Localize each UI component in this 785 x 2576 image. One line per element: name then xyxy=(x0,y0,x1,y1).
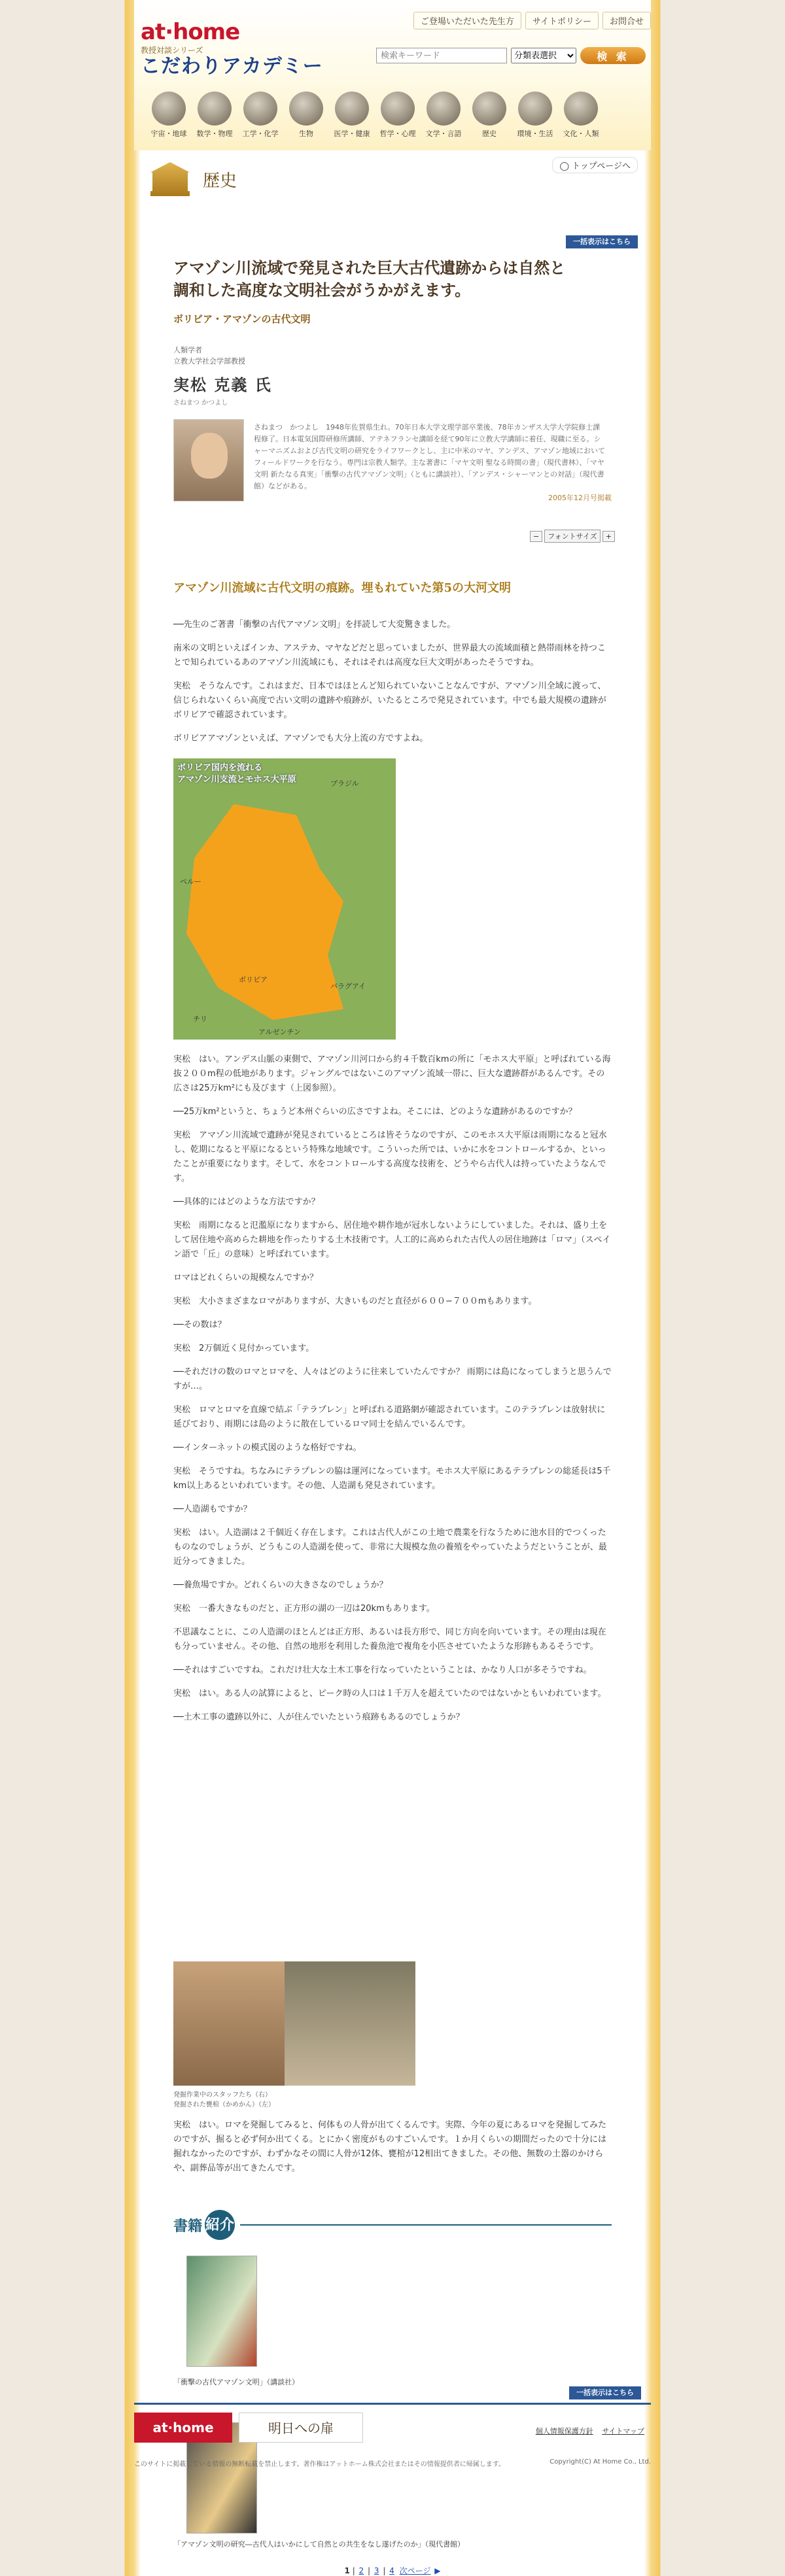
moxos-plain-region xyxy=(186,804,343,1020)
category-label: 哲学・心理 xyxy=(379,129,416,138)
map-label: アルゼンチン xyxy=(258,1028,302,1036)
search-input[interactable] xyxy=(376,48,507,63)
jar-coffin-photo xyxy=(173,1961,285,2086)
molecule-icon xyxy=(198,92,232,126)
search-bar xyxy=(376,47,646,64)
category-item[interactable] xyxy=(193,92,236,139)
category-label: 歴史 xyxy=(482,129,497,138)
paragraph: 実松 はい。人造湖は２千個近く存在します。これは古代人がこの土地で農業を行なうために池水目的でつくったものなのでしょうが、どうもこの人造湖を使って、非常に大規模な魚の養殖をやっていたようだということが、最近分ってきました。 xyxy=(173,1528,607,1567)
paragraph: 南米の文明といえばインカ、アステカ、マヤなどだと思っていましたが、世界最大の流域面積と熱帯雨林を持つことで知られているあのアマゾン川流域にも、それはそれは高度な巨大文明があったそうですね。 xyxy=(173,643,606,668)
category-label: 医学・健康 xyxy=(334,129,370,138)
author-photo xyxy=(173,419,244,501)
map-label: チリ xyxy=(193,1015,207,1023)
font-size-label: フォントサイズ xyxy=(544,530,601,543)
paragraph: 不思議なことに、この人造湖のほとんどは正方形、あるいは長方形で、同じ方向を向いています。その理由は現在も分っていません。その他、自然の地形を利用した養魚池で複角を小匹させていたような形跡もあるそうです。 xyxy=(173,1627,606,1652)
page-current: 1 xyxy=(344,2566,350,2575)
author-titles xyxy=(173,345,245,367)
paragraph: 実松 2万個近く見付かっています。 xyxy=(173,1344,315,1353)
logo-athome: at·home xyxy=(141,19,240,45)
paragraph: ──具体的にはどのような方法ですか？ xyxy=(173,1197,320,1207)
paragraph: 実松 はい。アンデス山脈の東側で、アマゾン川河口から約４千数百kmの所に「モホス大平原」と呼ばれている海抜２００m程の低地があります。ジャングルではないこのアマゾン流域一帯に、巨大な遺跡群があるんです。その広さは25万km²にも及びます（上図参照）。 xyxy=(173,1055,611,1093)
category-item[interactable] xyxy=(330,92,374,139)
category-item[interactable] xyxy=(285,92,328,139)
article-body-3 xyxy=(173,2118,612,2185)
category-item[interactable] xyxy=(468,92,511,139)
paragraph: ──土木工事の遺跡以外に、人が住んでいたという痕跡もあるのでしょうか？ xyxy=(173,1712,464,1722)
top-links xyxy=(413,12,651,29)
paragraph: ロマはどれくらいの規模なんですか？ xyxy=(173,1273,319,1283)
show-all-button-bottom[interactable]: 一括表示はこちら xyxy=(569,2386,641,2399)
category-item[interactable] xyxy=(559,92,602,139)
photo-caption-line: 発掘作業中のスタッフたち（右） xyxy=(173,2092,271,2099)
books-heading-badge: 紹介 xyxy=(205,2210,235,2240)
paragraph: 実松 雨期になると氾濫原になりますから、居住地や耕作地が冠水しないようにしていました。それは、盛り土をして居住地や高めらた耕地を作ったりする土木技術です。人工的に高められた古代人の居住地跡は「ロマ」（スペイン語で「丘」の意味）と呼ばれています。 xyxy=(173,1221,611,1259)
footer-logo-athome[interactable]: at·home xyxy=(134,2413,232,2443)
paragraph: 実松 一番大きなものだと、正方形の湖の一辺は20kmもあります。 xyxy=(173,1604,435,1614)
brain-icon xyxy=(335,92,369,126)
author-name: 実松 克義 氏 xyxy=(173,376,272,394)
footer-link-sitemap[interactable]: サイトマップ xyxy=(602,2427,644,2435)
article-headline: アマゾン川流域で発見された巨大古代遺跡からは自然と調和した高度な文明社会がうかがえます。 xyxy=(173,258,566,299)
seahorse-icon xyxy=(381,92,415,126)
font-decrease-button[interactable]: − xyxy=(530,531,542,542)
paragraph: ──人造湖もですか？ xyxy=(173,1504,252,1514)
author-kana: さねまつ かつよし xyxy=(173,399,228,407)
author-affiliation: 立教大学社会学部教授 xyxy=(173,357,245,365)
book-title: 「衝撃の古代アマゾン文明」（講談社） xyxy=(173,2378,300,2386)
author-bio: さねまつ かつよし 1948年佐賀県生れ。70年日本大学文理学部卒業後、78年カンザス大学大学院修士課程修了。日本電気国際研修所講師、アテネフランセ講師を経て90年に立教大学講師に着任、現職に至る。シャーマニズムおよび古代文明の研究をライフワークとし、主に中米のマヤ、アンデス、アマゾン地域においてフィールドワークを行なう。専門は宗教人類学。主な著書に「マヤ文明 聖なる時間の書」（現代書林）、「マヤ文明 新たなる真実」「衝撃の古代アマゾン文明」（ともに講談社）、「アンデス・シャーマンとの対話」（現代書館）などがある。 xyxy=(254,423,606,490)
page-link[interactable]: 2 xyxy=(358,2566,364,2575)
page-link[interactable]: 3 xyxy=(374,2566,379,2575)
category-label: 環境・生活 xyxy=(517,129,553,138)
pagination: 1 | 2 | 3 | 4 次ページ ▶ xyxy=(344,2566,441,2575)
paragraph: ──先生のご著書「衝撃の古代アマゾン文明」を拝読して大変驚きました。 xyxy=(173,620,456,630)
page-link[interactable]: 4 xyxy=(389,2566,394,2575)
article-body-2 xyxy=(173,1053,612,1734)
top-link-teachers[interactable]: ご登場いただいた先生方 xyxy=(413,12,521,29)
toppage-link[interactable]: ◯ トップページへ xyxy=(552,157,638,173)
paragraph: ──25万km²というと、ちょうど本州ぐらいの広さですよね。そこには、どのような遺跡があるのですか？ xyxy=(173,1107,577,1117)
shell-icon xyxy=(289,92,323,126)
paragraph: 実松 大小さまざまなロマがありますが、大きいものだと直径が６００−７００mもあります。 xyxy=(173,1296,537,1306)
site-header xyxy=(134,0,651,150)
photo-caption-line: 発掘された甕棺（かめかん）（左） xyxy=(173,2101,275,2109)
category-label: 生物 xyxy=(299,129,313,138)
paragraph: ──インターネットの模式図のような格好ですね。 xyxy=(173,1443,362,1453)
category-label: 宇宙・地球 xyxy=(150,129,187,138)
bolivia-map xyxy=(173,758,396,1040)
footer-links xyxy=(529,2426,644,2436)
paragraph: 実松 そうですね。ちなみにテラプレンの脇は運河になっています。モホス大平原にあるテラプレンの総延長は5千km以上あるといわれています。その他、人造湖も発見されています。 xyxy=(173,1466,611,1491)
publish-date: 2005年12月号掲載 xyxy=(548,494,612,502)
mountain-icon xyxy=(518,92,552,126)
paragraph: ──それだけの数のロマとロマを、人々はどのように往来していたんですか？ 雨期には島になってしまうと思うんですが…。 xyxy=(173,1367,612,1391)
top-link-contact[interactable]: お問合せ xyxy=(602,12,651,29)
paragraph: 実松 アマゾン川流域で遺跡が発見されているところは皆そうなのですが、このモホス大平原は雨期になると冠水し、乾期になると平原になるという特殊な地域です。こういった所では、いかに水をコントロールするか、といったことが重要になります。そして、水をコントロールする高度な技術を、どうやら古代人は持っていたようなんです。 xyxy=(173,1130,607,1183)
copyright: Copyright(C) At Home Co., Ltd. xyxy=(550,2458,651,2466)
top-link-policy[interactable]: サイトポリシー xyxy=(525,12,599,29)
map-label: ブラジル xyxy=(330,779,359,788)
font-size-control xyxy=(530,530,615,543)
statue-icon xyxy=(564,92,598,126)
footer-bottom xyxy=(134,2458,651,2468)
map-caption-line1: ボリビア国内を流れる xyxy=(177,763,263,773)
next-page-link[interactable]: 次ページ xyxy=(399,2566,431,2575)
book-icon xyxy=(427,92,461,126)
paragraph: ──それはすごいですね。これだけ壮大な土木工事を行なっていたということは、かなり人口が多そうですね。 xyxy=(173,1665,592,1675)
site-footer xyxy=(134,2413,651,2452)
category-item[interactable] xyxy=(147,92,190,139)
category-item[interactable] xyxy=(239,92,282,139)
paragraph: 実松 そうなんです。これはまだ、日本ではほとんど知られていないことなんですが、アマゾン川全域に渡って、信じられないくらい高度で古い文明の遺跡や痕跡が、いたるところで発見されています。中でも最大規模の遺跡がボリビアで確認されています。 xyxy=(173,681,606,720)
author-title: 人類学者 xyxy=(173,346,202,354)
logo-title: こだわりアカデミー xyxy=(141,55,323,78)
map-caption xyxy=(177,762,296,786)
books-heading xyxy=(173,2210,612,2240)
map-caption-line2: アマゾン川支流とモホス大平原 xyxy=(177,775,296,785)
category-item[interactable] xyxy=(376,92,419,139)
footer-note: このサイトに掲載している情報の無断転載を禁止します。著作権はアットホーム株式会社またはその情報提供者に帰属します。 xyxy=(134,2461,505,2468)
excavation-photos xyxy=(173,1961,415,2086)
font-increase-button[interactable]: + xyxy=(602,531,615,542)
footer-link-privacy[interactable]: 個人情報保護方針 xyxy=(535,2427,593,2435)
section-title: 歴史 xyxy=(203,171,237,191)
category-nav xyxy=(147,92,602,139)
temple-icon xyxy=(150,162,190,196)
paragraph: 実松 はい。ある人の試算によると、ピーク時の人口は１千万人を超えていたのではないかともいわれています。 xyxy=(173,1689,606,1699)
category-label: 文学・言語 xyxy=(425,129,462,138)
books-heading-text: 書籍 xyxy=(173,2217,203,2235)
site-logo[interactable] xyxy=(141,21,323,78)
section-header xyxy=(150,162,237,196)
category-label: 工学・化学 xyxy=(242,129,279,138)
paragraph: ──その数は？ xyxy=(173,1320,226,1330)
category-item[interactable] xyxy=(422,92,465,139)
category-item[interactable] xyxy=(514,92,557,139)
map-label: ボリビア xyxy=(239,975,268,984)
author-face xyxy=(191,433,228,479)
map-label: パラグアイ xyxy=(330,982,366,991)
paragraph: ──養魚場ですか。どれくらいの大きさなのでしょうか？ xyxy=(173,1580,388,1590)
paragraph: 実松 はい。ロマを発掘してみると、何体もの人骨が出てくるんです。実際、今年の夏にあるロマを発掘してみたのですが、掘ると必ず何か出てくる。とにかく密度がものすごいんです。１か月くらいの期間だったので十分には掘れなかったのですが、わずかなその間に人骨が12体、甕棺が12相出てきました。その他、無数の土器のかけらや、副葬品等が出てきたんです。 xyxy=(173,2120,606,2173)
toppage-label: トップページへ xyxy=(572,161,631,171)
search-button[interactable]: 検 索 xyxy=(580,47,646,64)
category-label: 文化・人類 xyxy=(563,129,599,138)
footer-logo-asu[interactable]: 明日への扉 xyxy=(239,2413,363,2443)
article-body-1 xyxy=(173,618,612,755)
logo-subtitle: 教授対談シリーズ xyxy=(141,46,203,55)
show-all-button[interactable]: 一括表示はこちら xyxy=(566,235,638,248)
category-select[interactable] xyxy=(511,48,576,63)
paragraph: 実松 ロマとロマを直線で結ぶ「テラプレン」と呼ばれる道路網が確認されています。このテラプレンは放射状に延びており、雨期には島のように散在しているロマ同士を結んでいるんです。 xyxy=(173,1405,606,1429)
book-title: 「アマゾン文明の研究―古代人はいかにして自然との共生をなし遂げたのか」（現代書館） xyxy=(173,2540,465,2549)
map-label: ペルー xyxy=(180,877,201,886)
footer-divider xyxy=(134,2403,651,2405)
books-heading-rule xyxy=(240,2224,612,2226)
paragraph: ボリビアアマゾンといえば、アマゾンでも大分上流の方ですよね。 xyxy=(173,734,428,743)
article-subtitle: ボリビア・アマゾンの古代文明 xyxy=(173,313,311,325)
photo-caption xyxy=(173,2090,275,2110)
book-cover[interactable] xyxy=(186,2256,257,2367)
chapter-title: アマゾン川流域に古代文明の痕跡。埋もれていた第5の大河文明 xyxy=(173,581,511,595)
category-label: 数学・物理 xyxy=(196,129,233,138)
flask-icon xyxy=(243,92,277,126)
next-arrow-icon[interactable]: ▶ xyxy=(434,2566,441,2575)
earth-icon xyxy=(152,92,186,126)
excavation-staff-photo xyxy=(285,1961,415,2086)
temple-icon xyxy=(472,92,506,126)
